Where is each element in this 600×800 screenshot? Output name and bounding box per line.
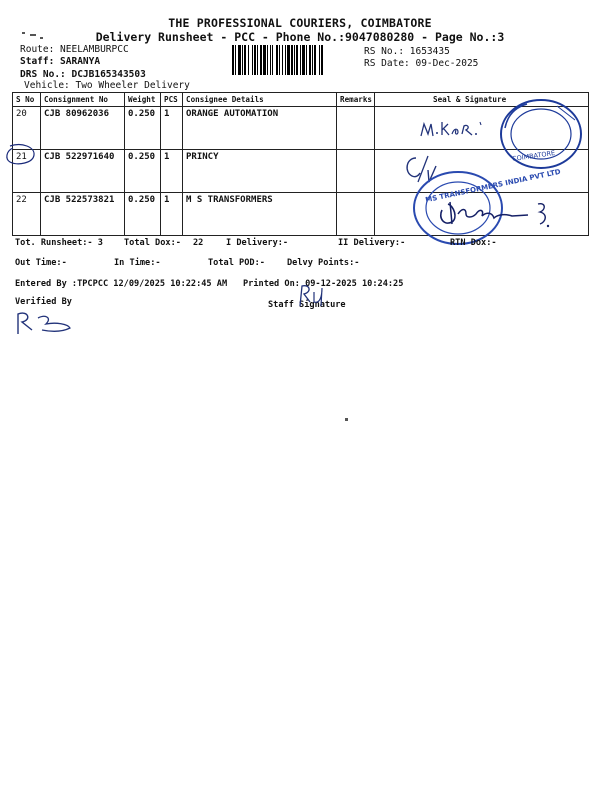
cell-consignee: PRINCY: [183, 150, 337, 193]
cell-weight: 0.250: [125, 193, 161, 236]
rs-number: RS No.: 1653435: [364, 46, 450, 57]
signature-row-20: [418, 118, 498, 140]
route-label: Route: NEELAMBURPCC: [20, 44, 129, 55]
signature-row-22: [436, 196, 556, 232]
cell-remarks: [337, 107, 375, 150]
out-time-label: Out Time:-: [15, 258, 67, 268]
seal-stamp-coimbatore: [497, 98, 583, 170]
col-header-remarks: Remarks: [337, 93, 375, 107]
rs-date: RS Date: 09-Dec-2025: [364, 58, 479, 69]
cell-pcs: 1: [161, 193, 183, 236]
i-delivery-label: I Delivery:-: [226, 238, 289, 248]
verified-by-signature: [12, 308, 76, 338]
cell-weight: 0.250: [125, 150, 161, 193]
col-header-sno: S No: [13, 93, 41, 107]
drs-number: DRS No.: DCJB165343503: [20, 69, 146, 80]
print-speck: [40, 37, 43, 39]
printed-on: Printed On: 09-12-2025 10:24:25: [243, 279, 404, 289]
cell-consignment: CJB 522971640: [41, 150, 125, 193]
total-dox-label: Total Dox:-: [124, 238, 181, 248]
rtn-dox-label: RTN Dox:-: [450, 238, 497, 248]
col-header-weight: Weight: [125, 93, 161, 107]
ii-delivery-label: II Delivery:-: [338, 238, 406, 248]
col-header-pcs: PCS: [161, 93, 183, 107]
cell-sno: 22: [13, 193, 41, 236]
runsheet-subtitle: Delivery Runsheet - PCC - Phone No.:9047080280 - Page No.:3: [95, 30, 505, 44]
stamp-text-coimbatore: COIMBATORE: [511, 149, 556, 163]
print-speck: [345, 418, 348, 421]
total-pod-label: Total POD:-: [208, 258, 265, 268]
cell-remarks: [337, 150, 375, 193]
print-speck: [22, 32, 25, 34]
cell-weight: 0.250: [125, 107, 161, 150]
barcode-image: [232, 45, 360, 75]
cell-consignment: CJB 522573821: [41, 193, 125, 236]
cell-remarks: [337, 193, 375, 236]
in-time-label: In Time:-: [114, 258, 161, 268]
verified-by-label: Verified By: [15, 297, 72, 307]
cell-pcs: 1: [161, 107, 183, 150]
entered-by: Entered By :TPCPCC 12/09/2025 10:22:45 AM: [15, 279, 228, 289]
cell-sno: 21: [13, 150, 41, 193]
circle-mark: [4, 142, 38, 168]
total-dox-value: 22: [193, 238, 204, 248]
cell-sno: 20: [13, 107, 41, 150]
staff-signature-scribble: [294, 282, 330, 308]
print-speck: [30, 34, 36, 36]
col-header-seal: Seal & Signature: [375, 93, 589, 107]
cell-consignee: ORANGE AUTOMATION: [183, 107, 337, 150]
stamp-text-transformers: MS TRANSFORMERS INDIA PVT LTD: [424, 167, 562, 205]
cell-consignee: M S TRANSFORMERS: [183, 193, 337, 236]
tot-runsheet: Tot. Runsheet:- 3: [15, 238, 103, 248]
staff-label: Staff: SARANYA: [20, 56, 101, 67]
vehicle-label: Vehicle: Two Wheeler Delivery: [24, 80, 190, 91]
cell-consignment: CJB 80962036: [41, 107, 125, 150]
delvy-points-label: Delvy Points:-: [287, 258, 360, 268]
col-header-consignee: Consignee Details: [183, 93, 337, 107]
col-header-consignment: Consignment No: [41, 93, 125, 107]
company-title: THE PROFESSIONAL COURIERS, COIMBATORE: [168, 16, 432, 30]
staff-signature-label: Staff Signature: [268, 300, 346, 310]
cell-pcs: 1: [161, 150, 183, 193]
